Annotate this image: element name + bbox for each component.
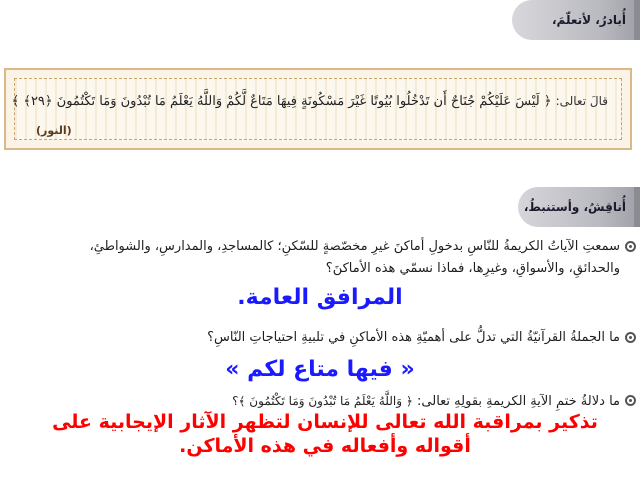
tab-edge bbox=[634, 187, 640, 227]
surah-name: (النور) bbox=[36, 124, 72, 137]
question-1 bbox=[10, 236, 620, 280]
question-3-line-1: ما دلالةُ ختمِ الآيةِ الكريمةِ بقولِهِ تعالى: bbox=[417, 394, 620, 409]
verse-box bbox=[4, 68, 632, 150]
answer-2: « فيها متاع لكم » bbox=[225, 357, 415, 382]
verse-line bbox=[11, 94, 608, 109]
verse-intro: قالَ تعالى: bbox=[555, 94, 608, 108]
tab-edge bbox=[634, 0, 640, 40]
verse-frame bbox=[11, 78, 622, 140]
answer-3 bbox=[20, 410, 630, 458]
answer-3-line-1: تذكير بمراقبة الله تعالى للإنسان لتظهر الآثار الإيجابية على bbox=[52, 411, 598, 433]
section-title-learn: أُبادرُ، لأتعلّمَ، bbox=[551, 13, 626, 27]
question-3-verse: ﴿ وَاللَّهُ يَعْلَمُ مَا تُبْدُونَ وَمَا تَكْتُمُونَ ﴾؟ bbox=[232, 394, 413, 408]
bullet-icon bbox=[625, 332, 636, 343]
section-header-discuss bbox=[518, 187, 640, 227]
question-2 bbox=[10, 327, 620, 349]
question-1-line-1: سمعتِ الآياتُ الكريمةُ للنّاسِ بدخولِ أماكنَ غيرِ مخصّصةٍ للسّكنِ؛ كالمساجدِ، والمدارسِ، والشواطئِ، bbox=[89, 239, 620, 254]
question-2-line-1: ما الجملةُ القرآنيّةُ التي تدلُّ على أهميّةِ هذه الأماكنِ في تلبيةِ احتياجاتِ النّاسِ؟ bbox=[207, 330, 620, 345]
verse-text: ﴿ لَيْسَ عَلَيْكُمْ جُنَاحٌ أَن تَدْخُلُوا بُيُوتًا غَيْرَ مَسْكُونَةٍ فِيهَا مَتَاعٌ لَّكُمْ وَاللَّهُ يَعْلَمُ مَا تُبْدُونَ وَمَا تَكْتُمُونَ ﴿٢٩﴾ ﴾ bbox=[11, 94, 552, 109]
section-title-discuss: أُناقِشُ، وأستنبطُ، bbox=[523, 200, 626, 214]
answer-1: المرافق العامة. bbox=[237, 285, 403, 310]
answer-3-line-2: أقواله وأفعاله في هذه الأماكن. bbox=[179, 435, 471, 457]
section-header-learn bbox=[512, 0, 640, 40]
question-1-line-2: والحدائقِ، والأسواقِ، وغيرِها، فماذا نسمّي هذه الأماكنَ؟ bbox=[325, 261, 620, 276]
bullet-icon bbox=[625, 241, 636, 252]
bullet-icon bbox=[625, 395, 636, 406]
